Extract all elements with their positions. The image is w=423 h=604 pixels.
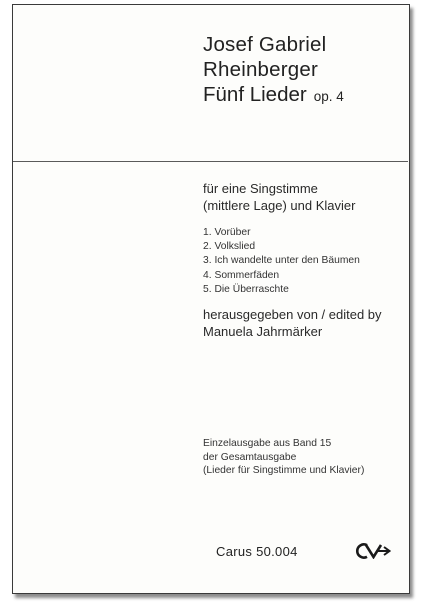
song-item: 1. Vorüber bbox=[203, 227, 251, 238]
scoring-description bbox=[203, 180, 355, 214]
scoring-line-2: (mittlere Lage) und Klavier bbox=[203, 198, 356, 213]
song-item: 4. Sommerfäden bbox=[203, 269, 280, 281]
composer-name bbox=[203, 32, 326, 82]
editor-credit bbox=[203, 306, 382, 340]
edition-line-3: (Lieder für Singstimme und Klavier) bbox=[203, 465, 365, 476]
work-title bbox=[203, 82, 344, 109]
divider-line bbox=[13, 161, 408, 162]
song-item: 5. Die Überraschte bbox=[203, 283, 289, 295]
editor-name: Manuela Jahrmärker bbox=[203, 324, 323, 339]
opus-number: op. 4 bbox=[313, 89, 344, 104]
carus-logo-icon bbox=[353, 543, 391, 559]
song-item: 3. Ich wandelte unter den Bäumen bbox=[203, 255, 360, 267]
edition-line-2: der Gesamtausgabe bbox=[203, 451, 297, 463]
edition-note bbox=[203, 437, 364, 478]
composer-surname: Rheinberger bbox=[203, 58, 319, 81]
work-title-text: Fünf Lieder bbox=[203, 83, 307, 106]
edition-line-1: Einzelausgabe aus Band 15 bbox=[203, 438, 332, 449]
song-item: 2. Volkslied bbox=[203, 241, 256, 253]
scoring-line-1: für eine Singstimme bbox=[203, 181, 318, 196]
catalog-number: Carus 50.004 bbox=[216, 544, 298, 559]
editor-label: herausgegeben von / edited by bbox=[203, 307, 382, 322]
composer-first-names: Josef Gabriel bbox=[203, 33, 327, 56]
song-list bbox=[203, 226, 360, 297]
